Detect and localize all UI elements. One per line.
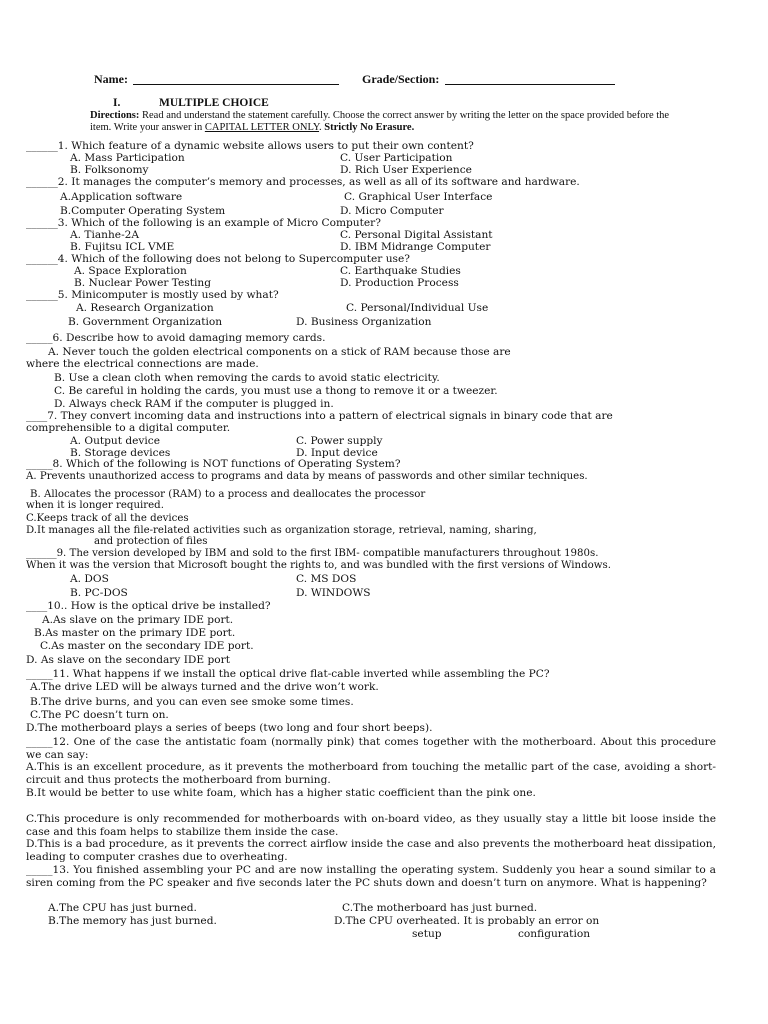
q13-option-d-cont-1: setup [412, 928, 442, 940]
q8-option-b: B. Allocates the processor (RAM) to a process and deallocates the processor [30, 489, 426, 500]
q8-option-c: C.Keeps track of all the devices [26, 513, 189, 524]
question-10-stem: ____10.. How is the optical drive be installed? [26, 600, 271, 612]
directions-strict-note: Strictly No Erasure. [324, 122, 415, 133]
q13-option-d: D.The CPU overheated. It is probably an error on [334, 915, 600, 927]
q7-option-c: C. Power supply [296, 435, 383, 447]
q2-option-d: D. Micro Computer [340, 205, 444, 217]
q1-option-c: C. User Participation [340, 152, 453, 164]
question-12-stem: _____12. One of the case the antistatic foam (normally pink) that comes together with the motherboard. About this procedure we can say: [26, 736, 716, 761]
q3-option-c: C. Personal Digital Assistant [340, 229, 493, 241]
q9-option-d: D. WINDOWS [296, 587, 371, 599]
q7-option-d: D. Input device [296, 447, 378, 459]
grade-section-field-line[interactable] [445, 84, 615, 85]
question-9-stem: ______9. The version developed by IBM and sold to the first IBM- compatible manufacturers throughout 1980s. [26, 548, 599, 559]
q2-option-a: A.Application software [60, 191, 183, 203]
q4-option-c: C. Earthquake Studies [340, 265, 461, 277]
q8-option-d-cont: and protection of files [94, 536, 208, 547]
header-row [0, 72, 768, 92]
q10-option-b: B.As master on the primary IDE port. [34, 627, 236, 639]
q13-option-c: C.The motherboard has just burned. [342, 902, 538, 914]
q9-option-b: B. PC-DOS [70, 587, 128, 599]
q3-option-d: D. IBM Midrange Computer [340, 241, 491, 253]
q3-option-b: B. Fujitsu ICL VME [70, 241, 175, 253]
q6-option-a: A. Never touch the golden electrical components on a stick of RAM because those are [48, 346, 511, 358]
q4-option-b: B. Nuclear Power Testing [74, 277, 211, 289]
q6-option-c: C. Be careful in holding the cards, you must use a thong to remove it or a tweezer. [54, 385, 498, 397]
q10-option-a: A.As slave on the primary IDE port. [42, 614, 234, 626]
directions-label: Directions: [90, 110, 140, 121]
q13-option-b: B.The memory has just burned. [48, 915, 217, 927]
q5-option-c: C. Personal/Individual Use [346, 302, 489, 314]
grade-section-label: Grade/Section: [362, 72, 440, 86]
directions-capital-note: CAPITAL LETTER ONLY [204, 122, 320, 133]
q8-option-a: A. Prevents unauthorized access to programs and data by means of passwords and other similar techniques. [26, 471, 588, 482]
q12-option-c: C.This procedure is only recommended for motherboards with on-board video, as they usually stay a little bit loose inside the case and this foam helps to stabilize them inside the case. [26, 813, 716, 838]
q12-option-a: A.This is an excellent procedure, as it prevents the motherboard from touching the metallic part of the case, avoiding a short-circuit and thus protects the motherboard from burning. [26, 761, 716, 786]
q10-option-c: C.As master on the secondary IDE port. [40, 640, 254, 652]
directions-text: Read and understand the statement carefully. Choose the correct answer by writing the letter on the space provided before the item. Write your answer in [90, 110, 670, 133]
q6-option-a-cont: where the electrical connections are made. [26, 358, 259, 370]
q9-option-a: A. DOS [70, 573, 109, 585]
question-13-stem: _____13. You finished assembling your PC and are now installing the operating system. Suddenly you hear a sound similar to a siren coming from the PC speaker and five seconds later the PC shuts down and doesn’t turn on anymore. What is happening? [26, 864, 716, 889]
q4-option-a: A. Space Exploration [74, 265, 187, 277]
q5-option-a: A. Research Organization [76, 302, 214, 314]
q11-option-a: A.The drive LED will be always turned and the drive won’t work. [30, 681, 379, 693]
question-4-stem: ______4. Which of the following does not belong to Supercomputer use? [26, 253, 410, 265]
q1-option-d: D. Rich User Experience [340, 164, 472, 176]
q1-option-a: A. Mass Participation [70, 152, 185, 164]
q8-option-b-cont: when it is longer required. [26, 500, 164, 511]
q5-option-b: B. Government Organization [68, 316, 223, 328]
question-1-stem: ______1. Which feature of a dynamic website allows users to put their own content? [26, 140, 474, 152]
directions [90, 110, 690, 134]
q5-option-d: D. Business Organization [296, 316, 432, 328]
q7-option-b: B. Storage devices [70, 447, 171, 459]
q1-option-b: B. Folksonomy [70, 164, 149, 176]
q2-option-b: B.Computer Operating System [60, 205, 226, 217]
question-3-stem: ______3. Which of the following is an example of Micro Computer? [26, 217, 381, 229]
q6-option-b: B. Use a clean cloth when removing the cards to avoid static electricity. [54, 372, 440, 384]
q9-option-c: C. MS DOS [296, 573, 357, 585]
section-number: I. [113, 97, 121, 109]
q12-option-b: B.It would be better to use white foam, which has a higher static coefficient than the pink one. [26, 787, 536, 799]
question-5-stem: ______5. Minicomputer is mostly used by what? [26, 289, 279, 301]
q10-option-d: D. As slave on the secondary IDE port [26, 654, 230, 666]
q6-option-d: D. Always check RAM if the computer is plugged in. [54, 398, 334, 410]
question-7-stem-cont: comprehensible to a digital computer. [26, 422, 231, 434]
question-9-stem-cont: When it was the version that Microsoft bought the rights to, and was bundled with the first versions of Windows. [26, 560, 611, 571]
q8-option-d: D.It manages all the file-related activities such as organization storage, retrieval, naming, sharing, [26, 525, 537, 536]
section-title: MULTIPLE CHOICE [159, 97, 269, 109]
name-field-line[interactable] [133, 84, 339, 85]
name-label: Name: [94, 72, 128, 86]
q11-option-d: D.The motherboard plays a series of beeps (two long and four short beeps). [26, 722, 433, 734]
question-7-stem: ____7. They convert incoming data and instructions into a pattern of electrical signals in binary code that are [26, 410, 613, 422]
q11-option-b: B.The drive burns, and you can even see smoke some times. [30, 696, 354, 708]
q2-option-c: C. Graphical User Interface [344, 191, 493, 203]
q4-option-d: D. Production Process [340, 277, 459, 289]
q7-option-a: A. Output device [70, 435, 161, 447]
q11-option-c: C.The PC doesn’t turn on. [30, 709, 169, 721]
question-11-stem: _____11. What happens if we install the optical drive flat-cable inverted while assembling the PC? [26, 668, 550, 680]
q3-option-a: A. Tianhe-2A [70, 229, 140, 241]
q12-option-d: D.This is a bad procedure, as it prevents the correct airflow inside the case and also prevents the motherboard heat dissipation, leading to computer crashes due to overheating. [26, 838, 716, 863]
q13-option-a: A.The CPU has just burned. [48, 902, 197, 914]
q13-option-d-cont-2: configuration [518, 928, 591, 940]
question-8-stem: _____8. Which of the following is NOT functions of Operating System? [26, 458, 401, 470]
question-6-stem: _____6. Describe how to avoid damaging memory cards. [26, 332, 326, 344]
directions-period: . [319, 122, 325, 133]
question-2-stem: ______2. It manages the computer’s memory and processes, as well as all of its software and hardware. [26, 176, 580, 188]
